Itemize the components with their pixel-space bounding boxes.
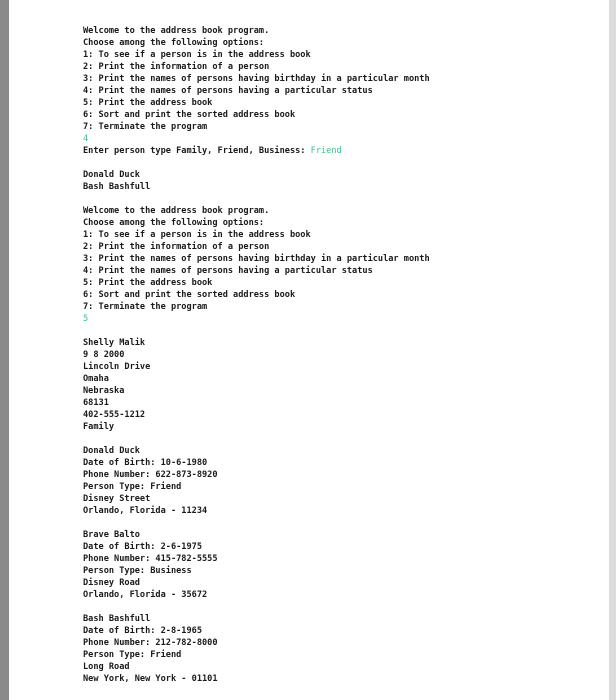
record-dob: Date of Birth: 10-6-1980 bbox=[83, 458, 208, 468]
record-name: Brave Balto bbox=[83, 530, 140, 540]
menu-option-1: 1: To see if a person is in the address book bbox=[83, 50, 311, 60]
menu-option-4: 4: Print the names of persons having a particular status bbox=[83, 86, 373, 96]
menu-option-3: 3: Print the names of persons having birthday in a particular month bbox=[83, 254, 430, 264]
raw-record-line: Lincoln Drive bbox=[83, 362, 151, 372]
menu-option-7: 7: Terminate the program bbox=[83, 302, 208, 312]
menu-option-6: 6: Sort and print the sorted address book bbox=[83, 290, 296, 300]
record-name: Bash Bashfull bbox=[83, 614, 151, 624]
record-type: Person Type: Business bbox=[83, 566, 192, 576]
record-city: Orlando, Florida - 11234 bbox=[83, 506, 208, 516]
record-dob: Date of Birth: 2-8-1965 bbox=[83, 626, 202, 636]
status-result-line: Donald Duck bbox=[83, 170, 140, 180]
raw-record-line: Nebraska bbox=[83, 386, 125, 396]
user-choice-input: 4 bbox=[83, 134, 89, 144]
blank-line bbox=[83, 433, 583, 445]
menu-welcome-line: Welcome to the address book program. bbox=[83, 206, 270, 216]
raw-record-line: Family bbox=[83, 422, 115, 432]
menu-option-2: 2: Print the information of a person bbox=[83, 242, 270, 252]
blank-line bbox=[83, 157, 583, 169]
menu-option-3: 3: Print the names of persons having birthday in a particular month bbox=[83, 74, 430, 84]
menu-instruction-line: Choose among the following options: bbox=[83, 218, 265, 228]
menu-option-7: 7: Terminate the program bbox=[83, 122, 208, 132]
raw-record-line: 68131 bbox=[83, 398, 109, 408]
prompt-text: Enter person type Family, Friend, Business: bbox=[83, 146, 311, 156]
record-city: Orlando, Florida - 35672 bbox=[83, 590, 208, 600]
blank-line bbox=[83, 193, 583, 205]
record-street: Disney Street bbox=[83, 494, 151, 504]
status-result-line: Bash Bashfull bbox=[83, 182, 151, 192]
person-type-input: Friend bbox=[310, 146, 342, 156]
raw-record-line: 9 8 2000 bbox=[83, 350, 125, 360]
console-output bbox=[83, 25, 583, 685]
window-right-edge bbox=[609, 0, 616, 700]
user-choice-input: 5 bbox=[83, 314, 89, 324]
record-dob: Date of Birth: 2-6-1975 bbox=[83, 542, 202, 552]
blank-line bbox=[83, 601, 583, 613]
menu-option-5: 5: Print the address book bbox=[83, 278, 213, 288]
record-city: New York, New York - 01101 bbox=[83, 674, 218, 684]
record-name: Donald Duck bbox=[83, 446, 140, 456]
blank-line bbox=[83, 325, 583, 337]
record-street: Long Road bbox=[83, 662, 130, 672]
menu-welcome-line: Welcome to the address book program. bbox=[83, 26, 270, 36]
window-left-edge bbox=[0, 0, 9, 700]
record-phone: Phone Number: 415-782-5555 bbox=[83, 554, 218, 564]
menu-option-6: 6: Sort and print the sorted address book bbox=[83, 110, 296, 120]
record-type: Person Type: Friend bbox=[83, 650, 182, 660]
menu-option-4: 4: Print the names of persons having a particular status bbox=[83, 266, 373, 276]
menu-option-1: 1: To see if a person is in the address book bbox=[83, 230, 311, 240]
raw-record-line: Omaha bbox=[83, 374, 109, 384]
record-phone: Phone Number: 622-873-8920 bbox=[83, 470, 218, 480]
blank-line bbox=[83, 517, 583, 529]
menu-instruction-line: Choose among the following options: bbox=[83, 38, 265, 48]
person-type-prompt bbox=[83, 145, 583, 157]
record-type: Person Type: Friend bbox=[83, 482, 182, 492]
raw-record-line: 402-555-1212 bbox=[83, 410, 146, 420]
record-street: Disney Road bbox=[83, 578, 140, 588]
record-phone: Phone Number: 212-782-8000 bbox=[83, 638, 218, 648]
raw-record-line: Shelly Malik bbox=[83, 338, 146, 348]
menu-option-5: 5: Print the address book bbox=[83, 98, 213, 108]
menu-option-2: 2: Print the information of a person bbox=[83, 62, 270, 72]
